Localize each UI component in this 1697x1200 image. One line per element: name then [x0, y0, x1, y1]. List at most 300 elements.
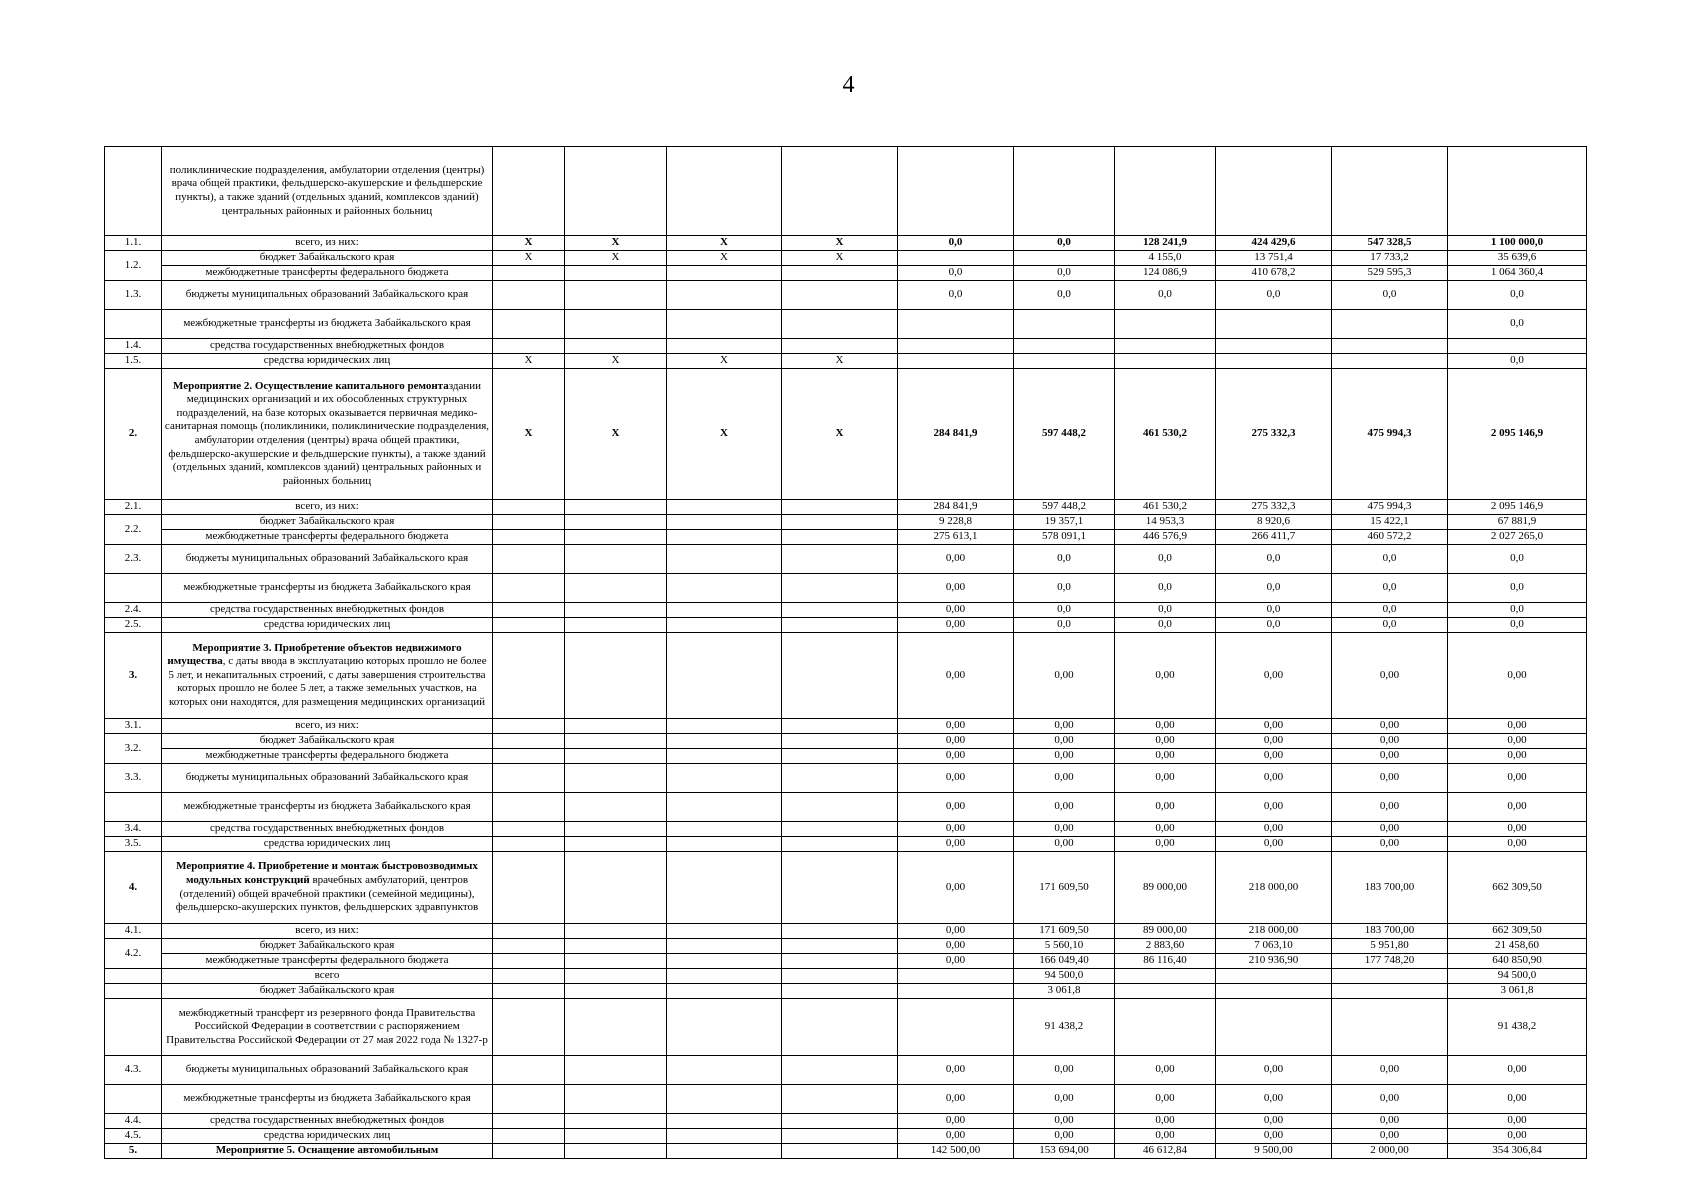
col-11-cell: 5 951,80: [1332, 939, 1448, 954]
row-description-cell: бюджет Забайкальского края: [162, 939, 493, 954]
col-8-cell: 171 609,50: [1014, 924, 1115, 939]
col-5-cell: [667, 545, 782, 574]
table-row: [105, 603, 1587, 618]
row-number-cell: 4.4.: [105, 1114, 162, 1129]
col-7-cell: 0,00: [898, 924, 1014, 939]
col-6-cell: [782, 719, 898, 734]
col-10-cell: 0,00: [1216, 837, 1332, 852]
col-6-cell: X: [782, 236, 898, 251]
col-12-cell: 1 064 360,4: [1448, 266, 1587, 281]
col-3-cell: [493, 603, 565, 618]
row-number-cell: 4.1.: [105, 924, 162, 939]
col-9-cell: 461 530,2: [1115, 369, 1216, 500]
table-row: [105, 852, 1587, 924]
table-row: [105, 339, 1587, 354]
col-10-cell: 7 063,10: [1216, 939, 1332, 954]
col-12-cell: 0,00: [1448, 1056, 1587, 1085]
col-6-cell: [782, 515, 898, 530]
col-8-cell: 0,0: [1014, 236, 1115, 251]
col-4-cell: [565, 822, 667, 837]
col-4-cell: [565, 1114, 667, 1129]
col-5-cell: [667, 1056, 782, 1085]
col-10-cell: 13 751,4: [1216, 251, 1332, 266]
col-11-cell: 0,00: [1332, 1056, 1448, 1085]
col-4-cell: X: [565, 236, 667, 251]
col-9-cell: 0,00: [1115, 734, 1216, 749]
col-10-cell: 0,00: [1216, 793, 1332, 822]
col-12-cell: 35 639,6: [1448, 251, 1587, 266]
row-number-cell: 2.4.: [105, 603, 162, 618]
col-7-cell: 0,00: [898, 793, 1014, 822]
col-3-cell: [493, 530, 565, 545]
col-8-cell: 597 448,2: [1014, 500, 1115, 515]
col-9-cell: 2 883,60: [1115, 939, 1216, 954]
col-3-cell: [493, 837, 565, 852]
col-12-cell: 662 309,50: [1448, 852, 1587, 924]
col-4-cell: [565, 719, 667, 734]
col-7-cell: 0,00: [898, 749, 1014, 764]
col-7-cell: 0,00: [898, 852, 1014, 924]
col-12-cell: 91 438,2: [1448, 999, 1587, 1056]
col-10-cell: 0,00: [1216, 719, 1332, 734]
measure-text: , с даты ввода в эксплуатацию которых прошло не более 5 лет, и некапитальных строений, с даты завершения строительства которых прошло не более 5 лет, а также земельных участков, на которых они находятся, для размещения медицинских организаций: [168, 655, 487, 708]
row-number-cell: 3.5.: [105, 837, 162, 852]
col-5-cell: [667, 1085, 782, 1114]
col-7-cell: 0,0: [898, 281, 1014, 310]
measure-title: Мероприятие 4. Приобретение и монтаж быстровозводимых модульных конструкций: [176, 860, 478, 886]
table-row: [105, 1144, 1587, 1159]
col-6-cell: [782, 984, 898, 999]
col-10-cell: 0,0: [1216, 603, 1332, 618]
col-3-cell: [493, 734, 565, 749]
row-number-cell: [105, 574, 162, 603]
col-9-cell: 128 241,9: [1115, 236, 1216, 251]
row-number-cell: 1.4.: [105, 339, 162, 354]
col-4-cell: X: [565, 251, 667, 266]
col-4-cell: [565, 969, 667, 984]
col-3-cell: [493, 1114, 565, 1129]
col-11-cell: 0,00: [1332, 793, 1448, 822]
row-description-cell: всего, из них:: [162, 924, 493, 939]
col-10-cell: 0,0: [1216, 574, 1332, 603]
col-11-cell: [1332, 999, 1448, 1056]
col-3-cell: [493, 969, 565, 984]
col-12-cell: 354 306,84: [1448, 1144, 1587, 1159]
col-6-cell: [782, 1144, 898, 1159]
col-7-cell: 0,00: [898, 574, 1014, 603]
col-11-cell: 475 994,3: [1332, 500, 1448, 515]
col-9-cell: 0,0: [1115, 618, 1216, 633]
col-10-cell: 8 920,6: [1216, 515, 1332, 530]
col-8-cell: 0,00: [1014, 734, 1115, 749]
row-number-cell: 3.3.: [105, 764, 162, 793]
col-9-cell: 0,00: [1115, 764, 1216, 793]
col-10-cell: [1216, 339, 1332, 354]
col-10-cell: 0,0: [1216, 281, 1332, 310]
col-6-cell: [782, 339, 898, 354]
col-8-cell: 578 091,1: [1014, 530, 1115, 545]
col-12-cell: 0,00: [1448, 764, 1587, 793]
col-7-cell: 0,0: [898, 266, 1014, 281]
col-5-cell: [667, 749, 782, 764]
col-11-cell: 475 994,3: [1332, 369, 1448, 500]
col-6-cell: [782, 618, 898, 633]
col-9-cell: 0,00: [1115, 1129, 1216, 1144]
table-row: [105, 764, 1587, 793]
col-7-cell: [898, 969, 1014, 984]
col-4-cell: [565, 793, 667, 822]
col-3-cell: X: [493, 251, 565, 266]
col-8-cell: 166 049,40: [1014, 954, 1115, 969]
col-4-cell: [565, 147, 667, 236]
row-number-cell: 4.5.: [105, 1129, 162, 1144]
col-3-cell: X: [493, 369, 565, 500]
col-12-cell: 94 500,0: [1448, 969, 1587, 984]
col-7-cell: [898, 354, 1014, 369]
row-description-cell: всего, из них:: [162, 719, 493, 734]
col-12-cell: 2 027 265,0: [1448, 530, 1587, 545]
table-row: [105, 310, 1587, 339]
col-3-cell: [493, 1129, 565, 1144]
col-5-cell: [667, 1144, 782, 1159]
col-9-cell: 14 953,3: [1115, 515, 1216, 530]
col-12-cell: 3 061,8: [1448, 984, 1587, 999]
col-5-cell: X: [667, 251, 782, 266]
row-number-cell: 2.3.: [105, 545, 162, 574]
col-6-cell: [782, 633, 898, 719]
row-description-cell: средства государственных внебюджетных фондов: [162, 603, 493, 618]
col-12-cell: 0,00: [1448, 719, 1587, 734]
col-8-cell: 0,0: [1014, 574, 1115, 603]
table-row: [105, 1085, 1587, 1114]
col-9-cell: [1115, 310, 1216, 339]
col-12-cell: 0,00: [1448, 633, 1587, 719]
col-11-cell: 0,00: [1332, 822, 1448, 837]
col-5-cell: X: [667, 236, 782, 251]
col-3-cell: [493, 1085, 565, 1114]
col-6-cell: X: [782, 251, 898, 266]
col-8-cell: 3 061,8: [1014, 984, 1115, 999]
col-10-cell: 218 000,00: [1216, 924, 1332, 939]
col-12-cell: 0,0: [1448, 310, 1587, 339]
measure-text: здании медицинских организаций и их обособленных структурных подразделений, на базе которых оказывается первичная медико-санитарная помощь (поликлиники, поликлинические подразделения, амбулатории отделения (центры) врача общей практики, фельдшерско-акушерские и фельдшерские пункты), а также зданий (отдельных зданий, комплексов зданий) центральных районных и районных больниц: [164, 379, 490, 487]
col-4-cell: [565, 939, 667, 954]
col-7-cell: 0,00: [898, 603, 1014, 618]
page-number: 4: [842, 72, 855, 98]
col-9-cell: [1115, 147, 1216, 236]
row-number-cell: [105, 999, 162, 1056]
col-3-cell: [493, 939, 565, 954]
col-3-cell: X: [493, 354, 565, 369]
col-5-cell: [667, 822, 782, 837]
table-row: [105, 969, 1587, 984]
table-row: [105, 618, 1587, 633]
col-7-cell: [898, 984, 1014, 999]
col-3-cell: [493, 719, 565, 734]
col-12-cell: 0,0: [1448, 603, 1587, 618]
col-10-cell: 0,00: [1216, 1114, 1332, 1129]
col-11-cell: [1332, 147, 1448, 236]
col-9-cell: 0,0: [1115, 545, 1216, 574]
row-description-cell: бюджет Забайкальского края: [162, 515, 493, 530]
col-9-cell: 124 086,9: [1115, 266, 1216, 281]
table-row: [105, 734, 1587, 749]
col-6-cell: X: [782, 354, 898, 369]
col-5-cell: [667, 734, 782, 749]
col-8-cell: 0,00: [1014, 822, 1115, 837]
row-number-cell: 1.1.: [105, 236, 162, 251]
col-4-cell: [565, 281, 667, 310]
col-12-cell: 2 095 146,9: [1448, 369, 1587, 500]
col-3-cell: [493, 1056, 565, 1085]
row-description-cell: бюджет Забайкальского края: [162, 251, 493, 266]
col-4-cell: [565, 1144, 667, 1159]
col-3-cell: [493, 984, 565, 999]
col-11-cell: 0,00: [1332, 1114, 1448, 1129]
row-description-cell: средства юридических лиц: [162, 837, 493, 852]
col-5-cell: [667, 281, 782, 310]
col-3-cell: [493, 147, 565, 236]
col-4-cell: [565, 1129, 667, 1144]
col-12-cell: 0,00: [1448, 1085, 1587, 1114]
col-11-cell: 0,0: [1332, 281, 1448, 310]
col-9-cell: 0,00: [1115, 749, 1216, 764]
table-row: [105, 545, 1587, 574]
col-6-cell: [782, 603, 898, 618]
col-4-cell: [565, 764, 667, 793]
col-4-cell: [565, 310, 667, 339]
col-12-cell: [1448, 147, 1587, 236]
col-12-cell: 0,0: [1448, 354, 1587, 369]
table-row: [105, 266, 1587, 281]
col-8-cell: 0,00: [1014, 749, 1115, 764]
col-3-cell: [493, 999, 565, 1056]
col-5-cell: [667, 618, 782, 633]
table-row: [105, 369, 1587, 500]
col-7-cell: [898, 147, 1014, 236]
col-8-cell: [1014, 251, 1115, 266]
row-number-cell: [105, 147, 162, 236]
col-6-cell: [782, 999, 898, 1056]
col-5-cell: [667, 999, 782, 1056]
table-row: [105, 999, 1587, 1056]
col-4-cell: X: [565, 354, 667, 369]
col-8-cell: 0,0: [1014, 603, 1115, 618]
row-number-cell: 2.5.: [105, 618, 162, 633]
col-8-cell: 597 448,2: [1014, 369, 1115, 500]
col-8-cell: 0,0: [1014, 281, 1115, 310]
col-7-cell: 284 841,9: [898, 500, 1014, 515]
col-11-cell: 0,00: [1332, 1085, 1448, 1114]
col-12-cell: 0,00: [1448, 837, 1587, 852]
row-description-cell: бюджеты муниципальных образований Забайкальского края: [162, 764, 493, 793]
row-description-cell: межбюджетные трансферты из бюджета Забайкальского края: [162, 1085, 493, 1114]
col-5-cell: [667, 984, 782, 999]
col-6-cell: [782, 837, 898, 852]
col-4-cell: [565, 500, 667, 515]
col-10-cell: 275 332,3: [1216, 369, 1332, 500]
col-5-cell: [667, 793, 782, 822]
col-10-cell: 0,0: [1216, 545, 1332, 574]
col-10-cell: 410 678,2: [1216, 266, 1332, 281]
col-12-cell: 640 850,90: [1448, 954, 1587, 969]
col-12-cell: 0,00: [1448, 793, 1587, 822]
col-4-cell: [565, 530, 667, 545]
table-row: [105, 822, 1587, 837]
col-6-cell: [782, 147, 898, 236]
col-8-cell: 0,00: [1014, 633, 1115, 719]
col-9-cell: [1115, 354, 1216, 369]
row-description-cell: межбюджетные трансферты из бюджета Забайкальского края: [162, 574, 493, 603]
row-description-cell: [162, 369, 493, 500]
col-8-cell: 0,00: [1014, 1114, 1115, 1129]
col-9-cell: 0,00: [1115, 1056, 1216, 1085]
col-8-cell: 94 500,0: [1014, 969, 1115, 984]
col-10-cell: 266 411,7: [1216, 530, 1332, 545]
col-9-cell: [1115, 339, 1216, 354]
col-9-cell: 89 000,00: [1115, 924, 1216, 939]
col-12-cell: 0,00: [1448, 734, 1587, 749]
col-5-cell: [667, 837, 782, 852]
col-8-cell: 19 357,1: [1014, 515, 1115, 530]
col-7-cell: [898, 310, 1014, 339]
row-description-cell: межбюджетные трансферты федерального бюджета: [162, 266, 493, 281]
col-6-cell: [782, 545, 898, 574]
col-7-cell: [898, 251, 1014, 266]
row-number-cell: 4.2.: [105, 939, 162, 969]
col-4-cell: [565, 618, 667, 633]
col-5-cell: [667, 924, 782, 939]
col-6-cell: [782, 574, 898, 603]
col-6-cell: [782, 266, 898, 281]
row-description-cell: [162, 852, 493, 924]
row-number-cell: 3.4.: [105, 822, 162, 837]
col-7-cell: 0,00: [898, 1114, 1014, 1129]
row-number-cell: 3.2.: [105, 734, 162, 764]
col-7-cell: 0,0: [898, 236, 1014, 251]
col-12-cell: 2 095 146,9: [1448, 500, 1587, 515]
col-6-cell: [782, 281, 898, 310]
col-4-cell: [565, 266, 667, 281]
col-10-cell: [1216, 984, 1332, 999]
col-9-cell: 86 116,40: [1115, 954, 1216, 969]
col-5-cell: [667, 530, 782, 545]
col-3-cell: [493, 281, 565, 310]
row-description-cell: средства юридических лиц: [162, 1129, 493, 1144]
col-11-cell: 0,00: [1332, 749, 1448, 764]
row-description-cell: всего, из них:: [162, 500, 493, 515]
col-5-cell: [667, 939, 782, 954]
row-number-cell: [105, 793, 162, 822]
col-10-cell: [1216, 147, 1332, 236]
col-5-cell: [667, 603, 782, 618]
col-3-cell: [493, 954, 565, 969]
col-7-cell: 0,00: [898, 719, 1014, 734]
col-10-cell: 9 500,00: [1216, 1144, 1332, 1159]
col-10-cell: 0,00: [1216, 749, 1332, 764]
col-11-cell: 177 748,20: [1332, 954, 1448, 969]
col-11-cell: 0,00: [1332, 734, 1448, 749]
funding-table: [104, 146, 1587, 1159]
col-7-cell: 142 500,00: [898, 1144, 1014, 1159]
col-12-cell: 0,0: [1448, 618, 1587, 633]
col-6-cell: [782, 500, 898, 515]
col-3-cell: [493, 1144, 565, 1159]
col-5-cell: [667, 147, 782, 236]
row-description-cell: средства юридических лиц: [162, 354, 493, 369]
table-row: [105, 354, 1587, 369]
col-3-cell: [493, 515, 565, 530]
col-3-cell: [493, 749, 565, 764]
measure-text: врачебных амбулаторий, центров (отделений) общей врачебной практики (семейной медицины), фельдшерско-акушерских пунктов, фельдшерских здравпунктов: [175, 873, 479, 914]
col-8-cell: 153 694,00: [1014, 1144, 1115, 1159]
table-row: [105, 251, 1587, 266]
col-4-cell: [565, 734, 667, 749]
col-10-cell: 424 429,6: [1216, 236, 1332, 251]
col-6-cell: [782, 954, 898, 969]
col-10-cell: 0,00: [1216, 1085, 1332, 1114]
col-11-cell: [1332, 310, 1448, 339]
col-8-cell: [1014, 310, 1115, 339]
col-11-cell: 183 700,00: [1332, 924, 1448, 939]
col-4-cell: X: [565, 369, 667, 500]
col-8-cell: 0,0: [1014, 618, 1115, 633]
col-9-cell: 0,0: [1115, 603, 1216, 618]
col-7-cell: 0,00: [898, 618, 1014, 633]
col-6-cell: [782, 1085, 898, 1114]
col-8-cell: 0,00: [1014, 1129, 1115, 1144]
col-4-cell: [565, 984, 667, 999]
col-5-cell: X: [667, 354, 782, 369]
col-6-cell: [782, 822, 898, 837]
row-number-cell: 1.2.: [105, 251, 162, 281]
col-4-cell: [565, 954, 667, 969]
col-10-cell: [1216, 310, 1332, 339]
col-11-cell: [1332, 354, 1448, 369]
row-description-cell: средства государственных внебюджетных фондов: [162, 822, 493, 837]
col-7-cell: 0,00: [898, 1129, 1014, 1144]
col-9-cell: 0,00: [1115, 793, 1216, 822]
col-12-cell: 0,0: [1448, 545, 1587, 574]
row-description-cell: бюджеты муниципальных образований Забайкальского края: [162, 1056, 493, 1085]
col-5-cell: [667, 310, 782, 339]
table-row: [105, 147, 1587, 236]
col-4-cell: [565, 749, 667, 764]
row-description-cell: средства государственных внебюджетных фондов: [162, 1114, 493, 1129]
col-3-cell: [493, 339, 565, 354]
row-number-cell: 3.: [105, 633, 162, 719]
col-12-cell: 0,00: [1448, 822, 1587, 837]
row-description-cell: межбюджетный трансферт из резервного фонда Правительства Российской Федерации в соответствии с распоряжением Правительства Российской Федерации от 27 мая 2022 года № 1327-р: [162, 999, 493, 1056]
row-description-cell: всего: [162, 969, 493, 984]
row-description-cell: средства государственных внебюджетных фондов: [162, 339, 493, 354]
col-12-cell: 67 881,9: [1448, 515, 1587, 530]
col-3-cell: [493, 633, 565, 719]
col-5-cell: [667, 515, 782, 530]
col-6-cell: X: [782, 369, 898, 500]
col-6-cell: [782, 1129, 898, 1144]
col-3-cell: [493, 310, 565, 339]
col-9-cell: 89 000,00: [1115, 852, 1216, 924]
measure-title: Мероприятие 2. Осуществление капитального ремонта: [172, 379, 449, 392]
col-11-cell: 0,0: [1332, 603, 1448, 618]
col-6-cell: [782, 924, 898, 939]
col-11-cell: 0,0: [1332, 618, 1448, 633]
col-10-cell: [1216, 969, 1332, 984]
col-10-cell: 210 936,90: [1216, 954, 1332, 969]
col-12-cell: 0,00: [1448, 1114, 1587, 1129]
col-11-cell: 529 595,3: [1332, 266, 1448, 281]
